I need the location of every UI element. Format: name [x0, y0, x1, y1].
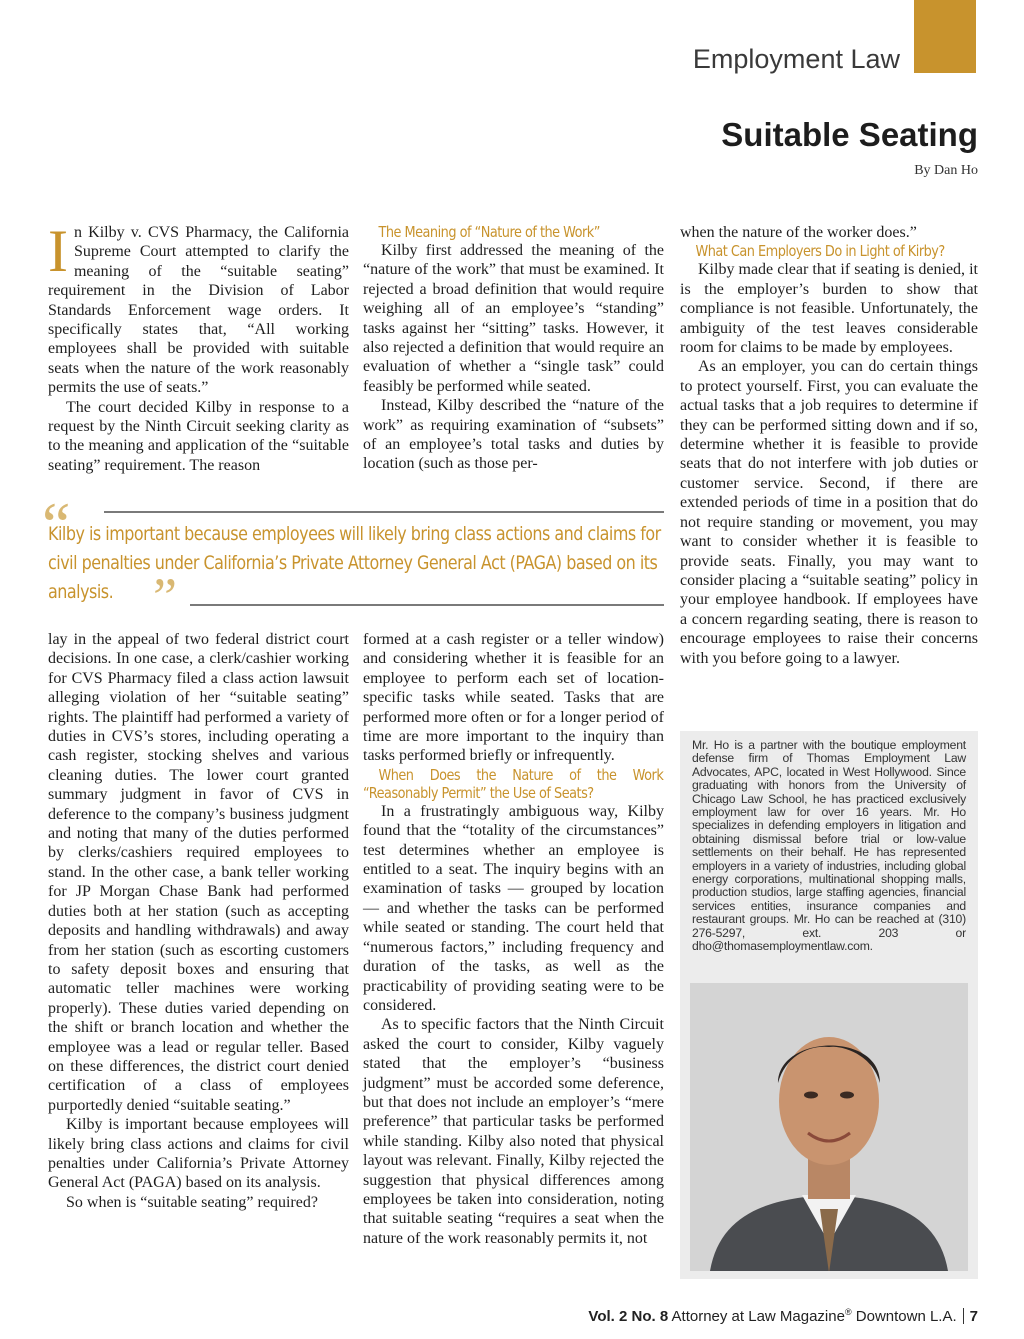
edition-name: Downtown L.A. [855, 1308, 957, 1325]
page-footer [450, 1307, 978, 1325]
section-heading: The Meaning of “Nature of the Work” [378, 223, 600, 241]
pull-quote: Kilby is important because employees will likely bring class actions and claims for civil penalties under California’s Private Attorney General Act (PAGA) based on its analysis. [48, 523, 661, 603]
page-number: 7 [969, 1308, 978, 1325]
volume-label: Vol. 2 No. 8 [588, 1308, 669, 1325]
section-label: Employment Law [692, 44, 900, 74]
open-quote-mark: “ [42, 489, 71, 560]
footer-divider [963, 1308, 964, 1324]
corner-accent-block [914, 0, 976, 73]
paragraph: Kilby is important because employees will likely bring class actions and claims for civil penalties under California’s Private Attorney General Act (PAGA) based on its analysis. [48, 1116, 349, 1192]
paragraph: Kilby first addressed the meaning of the “nature of the work” that must be examined. It rejected a broad definition that would require weighing all of an employee’s “standing” tasks against her “sitting” tasks. However, it also rejected a definition that would require an evaluation of whether a “single task” could feasibly be performed while seated. [363, 242, 664, 395]
paragraph: lay in the appeal of two federal district court decisions. In one case, a clerk/cashier working for CVS Pharmacy filed a class action lawsuit alleging violation of her “suitable seating” rights. The plaintiff had performed a variety of duties in CVS’s stores, including operating a cash register, stocking shelves and various cleaning duties. The lower court granted summary judgment in favor of CVS in deference to the company’s business judgment and noting that many of the duties performed by clerks/cashiers required employees to stand. In the other case, a bank teller working for JP Morgan Chase Bank had performed duties both at her station (such as accepting deposits and handling withdrawals) and away from her station (such as escorting customers to safety deposit boxes and ensuring that automatic teller machines were working properly). These duties varied depending on the shift or branch location and whether the employee was a lead or regular teller. Based on these differences, the district court denied certification of a class of employees purportedly denied “suitable seating.” [48, 631, 349, 1114]
paragraph: formed at a cash register or a teller window) and considering whether it is feasible for an employee to perform each set of location-specific tasks while seated. Tasks that are performed more often or for a longer period of time are more important to the inquiry than tasks performed briefly or infrequently. [363, 631, 664, 765]
column-2-top [363, 223, 664, 474]
pull-quote-top-rule [104, 511, 664, 513]
section-heading: When Does the Nature of the Work “Reasonably Permit” the Use of Seats? [363, 765, 664, 802]
byline: By Dan Ho [914, 163, 978, 178]
paragraph: As an employer, you can do certain things to protect yourself. First, you can evaluate the actual tasks that a job requires to determine if they can be performed sitting down and if so, determine whether it is feasible to provide seats that do not interfere with job duties or customer service. Second, if there are extended periods of time in a position that do not require standing or movement, you may want to consider whether it is feasible to provide seats. Finally, you may want to consider placing a “suitable seating” policy in your employee handbook. If employees have a concern regarding seating, there is reason to encourage employees to raise their concerns with you before going to a lawyer. [680, 358, 978, 667]
registered-mark: ® [844, 1307, 852, 1317]
column-1-top [48, 218, 349, 475]
column-1-bottom [48, 630, 349, 1212]
pull-quote-bottom-rule [190, 604, 664, 606]
paragraph: when the nature of the worker does.” [680, 224, 917, 241]
magazine-name: Attorney at Law Magazine [671, 1308, 845, 1325]
paragraph: Instead, Kilby described the “nature of the work” as requiring examination of “subsets” of an employee’s total tasks and duties by location (such as those per- [363, 397, 664, 473]
paragraph: In a frustratingly ambiguous way, Kilby found that the “totality of the circumstances” test determines whether an employee is entitled to a seat. The inquiry begins with an examination of tasks — grouped by location — and whether the tasks can be performed while seated or standing. The court held that “numerous factors,” including frequency and duration of the tasks, as well as the practicability of providing seating were to be considered. [363, 802, 664, 1014]
column-2-bottom [363, 630, 664, 1248]
author-portrait-icon [690, 983, 968, 1271]
paragraph: So when is “suitable seating” required? [66, 1193, 318, 1211]
section-heading: What Can Employers Do in Light of Kirby? [695, 242, 945, 261]
article-title: Suitable Seating [721, 116, 978, 153]
intro-paragraph: In Kilby v. CVS Pharmacy, the California Supreme Court attempted to clarify the meaning of the “suitable seating” requirement in the Division of Labor Standards Enforcement wage orders. It specifically states that, “All working employees shall be provided with suitable seats when the nature of the work reasonably permits the use of seats.” [48, 218, 349, 397]
author-bio: Mr. Ho is a partner with the boutique employment defense firm of Thomas Employment Law Advocates, APC, located in West Hollywood. Since graduating with honors from the University of Chicago Law School, he has practiced exclusively employment law for over 16 years. Mr. Ho specializes in defending employers in litigation and obtaining dismissal before trial or low-value settlements on their behalf. He has represented employers in a variety of industries, including global energy corporations, multinational shopping malls, production studios, large staffing agencies, financial services entities, insurance companies and restaurant groups. Mr. Ho can be reached at (310) 276-5297, ext. 203 or dho@thomasemploymentlaw.com. [692, 738, 966, 954]
paragraph: As to specific factors that the Ninth Circuit asked the court to consider, Kilby vaguely stated that the employer’s “business judgment” must be accorded some deference, but that does not include an employer’s “mere preference” that particular tasks be performed while standing. Kilby also noted that physical layout was relevant. Finally, Kilby rejected the suggestion that physical differences among employees be taken into consideration, noting that suitable seating “requires a seat when the nature of the work reasonably permits it, not [363, 1016, 664, 1247]
author-photo [690, 983, 968, 1271]
close-quote-mark: ” [153, 567, 177, 627]
column-3 [680, 223, 978, 668]
paragraph: Kilby made clear that if seating is denied, it is the employer’s burden to show that compliance is not feasible. Unfortunately, the ambiguity of the test leaves considerable room for claims to be made by employees. [680, 261, 978, 357]
drop-cap: I [48, 218, 68, 284]
paragraph: The court decided Kilby in response to a request by the Ninth Circuit seeking clarity as to the meaning and application of the “suitable seating” requirement. The reason [48, 398, 349, 474]
